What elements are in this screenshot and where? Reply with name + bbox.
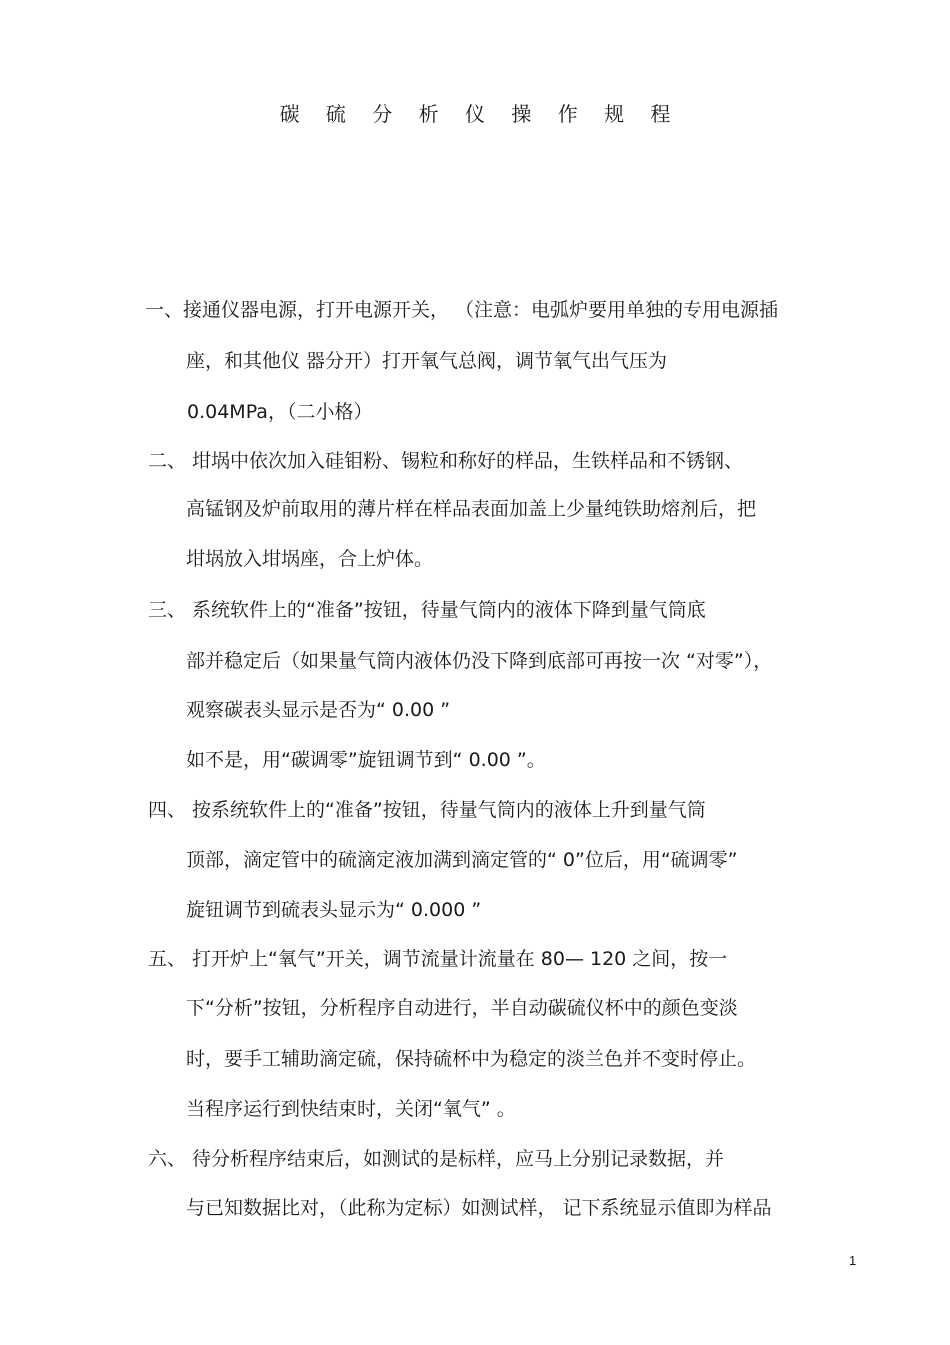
text-line: 观察碳表头显示是否为“ 0.00 ” bbox=[186, 699, 451, 721]
text-line: 二、 坩埚中依次加入硅钼粉、锡粒和称好的样品，生铁样品和不锈钢、 bbox=[148, 450, 744, 472]
text-line: 顶部，滴定管中的硫滴定液加满到滴定管的“ 0”位后，用“硫调零” bbox=[186, 849, 738, 871]
page-number: 1 bbox=[849, 1253, 857, 1268]
text-line: 四、 按系统软件上的“准备”按钮，待量气筒内的液体上升到量气筒 bbox=[148, 799, 706, 821]
text-line: 旋钮调节到硫表头显示为“ 0.000 ” bbox=[186, 899, 482, 921]
text-line: 坩埚放入坩埚座，合上炉体。 bbox=[186, 548, 434, 570]
text-line: 当程序运行到快结束时，关闭“氧气” 。 bbox=[186, 1098, 516, 1120]
text-line: 部并稳定后（如果量气筒内液体仍没下降到底部可再按一次 “对零”）， bbox=[186, 650, 773, 672]
text-line: 三、 系统软件上的“准备”按钮，待量气筒内的液体下降到量气筒底 bbox=[148, 599, 706, 621]
text-line: 时，要手工辅助滴定硫，保持硫杯中为稳定的淡兰色并不变时停止。 bbox=[186, 1048, 757, 1070]
text-line: 0.04MPa，（二小格） bbox=[187, 401, 373, 423]
text-line: 座，和其他仪 器分开）打开氧气总阀，调节氧气出气压为 bbox=[186, 350, 668, 372]
text-line: 高锰钢及炉前取用的薄片样在样品表面加盖上少量纯铁助熔剂后，把 bbox=[186, 498, 757, 520]
text-line: 六、 待分析程序结束后，如测试的是标样，应马上分别记录数据，并 bbox=[148, 1148, 725, 1170]
text-line: 一、接通仪器电源，打开电源开关， （注意：电弧炉要用单独的专用电源插 bbox=[145, 299, 779, 321]
document-title: 碳 硫 分 析 仪 操 作 规 程 bbox=[279, 102, 681, 126]
text-line: 下“分析”按钮，分析程序自动进行，半自动碳硫仪杯中的颜色变淡 bbox=[186, 997, 738, 1019]
text-line: 如不是，用“碳调零”旋钮调节到“ 0.00 ”。 bbox=[186, 749, 546, 771]
text-line: 与已知数据比对，（此称为定标）如测试样， 记下系统显示值即为样品 bbox=[186, 1197, 772, 1219]
text-line: 五、 打开炉上“氧气”开关，调节流量计流量在 80— 120 之间，按一 bbox=[148, 948, 728, 970]
